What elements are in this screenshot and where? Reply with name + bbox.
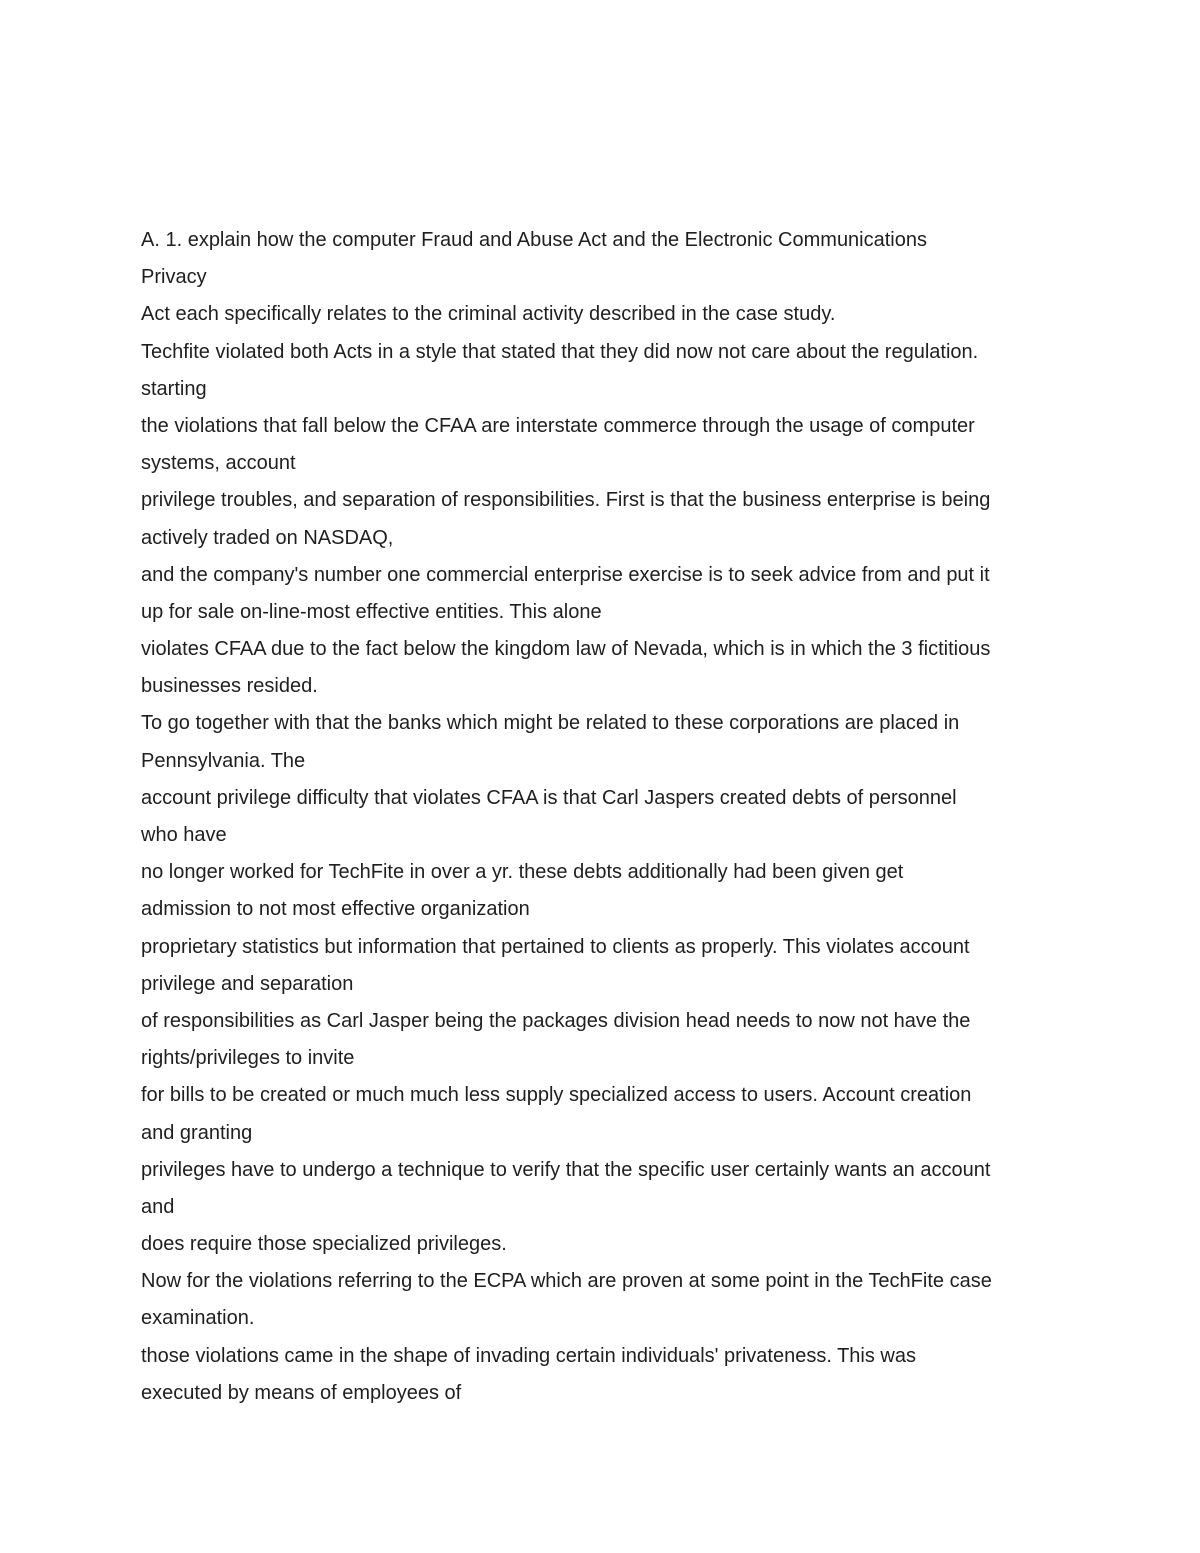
text-line: and granting: [141, 1121, 253, 1144]
text-line: those violations came in the shape of invading certain individuals' privateness. This was: [141, 1344, 916, 1367]
text-line: does require those specialized privileges.: [141, 1233, 507, 1256]
text-line: account privilege difficulty that violates CFAA is that Carl Jaspers created debts of personnel: [141, 786, 957, 809]
text-line: Pennsylvania. The: [141, 749, 306, 772]
text-line: Privacy: [141, 266, 207, 289]
text-line: privilege troubles, and separation of responsibilities. First is that the business enterprise is being: [141, 489, 991, 512]
text-line: systems, account: [141, 452, 296, 475]
text-line: admission to not most effective organization: [141, 898, 530, 921]
text-line: of responsibilities as Carl Jasper being the packages division head needs to now not have the: [141, 1009, 971, 1032]
document-body: [141, 222, 1066, 1412]
text-line: proprietary statistics but information that pertained to clients as properly. This violates account: [141, 935, 970, 958]
text-line: examination.: [141, 1307, 255, 1330]
text-line: and: [141, 1195, 175, 1218]
text-line: To go together with that the banks which might be related to these corporations are placed in: [141, 712, 960, 735]
text-line: for bills to be created or much much less supply specialized access to users. Account creation: [141, 1084, 972, 1107]
text-line: Now for the violations referring to the ECPA which are proven at some point in the TechFite case: [141, 1270, 992, 1293]
text-line: starting: [141, 377, 207, 400]
text-line: rights/privileges to invite: [141, 1047, 355, 1070]
text-line: and the company's number one commercial enterprise exercise is to seek advice from and put it: [141, 563, 990, 586]
text-line: A. 1. explain how the computer Fraud and Abuse Act and the Electronic Communications: [141, 229, 927, 251]
text-line: executed by means of employees of: [141, 1381, 462, 1404]
text-line: actively traded on NASDAQ,: [141, 526, 394, 549]
text-line: violates CFAA due to the fact below the kingdom law of Nevada, which is in which the 3 fictitious: [141, 638, 991, 661]
text-line: Act each specifically relates to the criminal activity described in the case study.: [141, 303, 836, 326]
text-line: the violations that fall below the CFAA are interstate commerce through the usage of computer: [141, 414, 975, 437]
text-line: businesses resided.: [141, 675, 318, 698]
text-line: no longer worked for TechFite in over a yr. these debts additionally had been given get: [141, 861, 904, 884]
text-line: up for sale on-line-most effective entities. This alone: [141, 600, 602, 623]
text-line: privileges have to undergo a technique to verify that the specific user certainly wants an account: [141, 1158, 991, 1181]
text-line: who have: [141, 824, 227, 846]
text-line: privilege and separation: [141, 972, 354, 995]
text-line: Techfite violated both Acts in a style that stated that they did now not care about the regulation.: [141, 340, 979, 363]
